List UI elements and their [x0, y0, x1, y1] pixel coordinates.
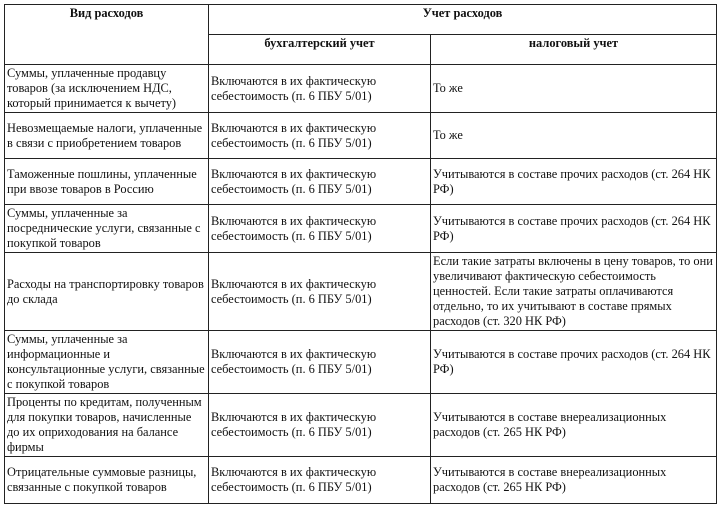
cell-bookkeeping: Включаются в их фактическую себестоимость (п. 6 ПБУ 5/01)	[209, 394, 431, 457]
header-row	[5, 5, 717, 35]
cell-tax: То же	[431, 113, 717, 159]
cell-tax: Учитываются в составе прочих расходов (ст. 264 НК РФ)	[431, 205, 717, 253]
cell-expense-type: Таможенные пошлины, уплаченные при ввозе товаров в Россию	[5, 159, 209, 205]
table-row	[5, 159, 717, 205]
cell-bookkeeping: Включаются в их фактическую себестоимость (п. 6 ПБУ 5/01)	[209, 205, 431, 253]
table-row	[5, 205, 717, 253]
table-row	[5, 113, 717, 159]
expenses-table	[4, 4, 717, 504]
table-body	[5, 65, 717, 504]
cell-bookkeeping: Включаются в их фактическую себестоимость (п. 6 ПБУ 5/01)	[209, 159, 431, 205]
table-header	[5, 5, 717, 65]
cell-tax: Учитываются в составе внереализационных расходов (ст. 265 НК РФ)	[431, 457, 717, 504]
cell-bookkeeping: Включаются в их фактическую себестоимость (п. 6 ПБУ 5/01)	[209, 253, 431, 331]
cell-expense-type: Отрицательные суммовые разницы, связанные с покупкой товаров	[5, 457, 209, 504]
table-row	[5, 331, 717, 394]
cell-tax: Если такие затраты включены в цену товаров, то они увеличивают фактическую себестоимость ценностей. Если такие затраты оплачиваются отдельно, то их учитывают в составе прямых расходов (ст. 320 НК РФ)	[431, 253, 717, 331]
table-row	[5, 394, 717, 457]
cell-expense-type: Суммы, уплаченные за информационные и консультационные услуги, связанные с покупкой товаров	[5, 331, 209, 394]
cell-tax: Учитываются в составе прочих расходов (ст. 264 НК РФ)	[431, 331, 717, 394]
cell-expense-type: Проценты по кредитам, полученным для покупки товаров, начисленные до их оприходования на балансе фирмы	[5, 394, 209, 457]
table-row	[5, 253, 717, 331]
cell-expense-type: Расходы на транспортировку товаров до склада	[5, 253, 209, 331]
cell-bookkeeping: Включаются в их фактическую себестоимость (п. 6 ПБУ 5/01)	[209, 331, 431, 394]
cell-expense-type: Суммы, уплаченные за посреднические услуги, связанные с покупкой товаров	[5, 205, 209, 253]
cell-bookkeeping: Включаются в их фактическую себестоимость (п. 6 ПБУ 5/01)	[209, 457, 431, 504]
cell-tax: То же	[431, 65, 717, 113]
table-row	[5, 457, 717, 504]
cell-expense-type: Невозмещаемые налоги, уплаченные в связи с приобретением товаров	[5, 113, 209, 159]
header-tax-accounting: налоговый учет	[431, 35, 717, 65]
cell-tax: Учитываются в составе внереализационных расходов (ст. 265 НК РФ)	[431, 394, 717, 457]
header-expense-accounting: Учет расходов	[209, 5, 717, 35]
cell-bookkeeping: Включаются в их фактическую себестоимость (п. 6 ПБУ 5/01)	[209, 113, 431, 159]
cell-bookkeeping: Включаются в их фактическую себестоимость (п. 6 ПБУ 5/01)	[209, 65, 431, 113]
cell-tax: Учитываются в составе прочих расходов (ст. 264 НК РФ)	[431, 159, 717, 205]
cell-expense-type: Суммы, уплаченные продавцу товаров (за исключением НДС, который принимается к вычету)	[5, 65, 209, 113]
table-row	[5, 65, 717, 113]
header-expense-type: Вид расходов	[5, 5, 209, 65]
header-bookkeeping: бухгалтерский учет	[209, 35, 431, 65]
